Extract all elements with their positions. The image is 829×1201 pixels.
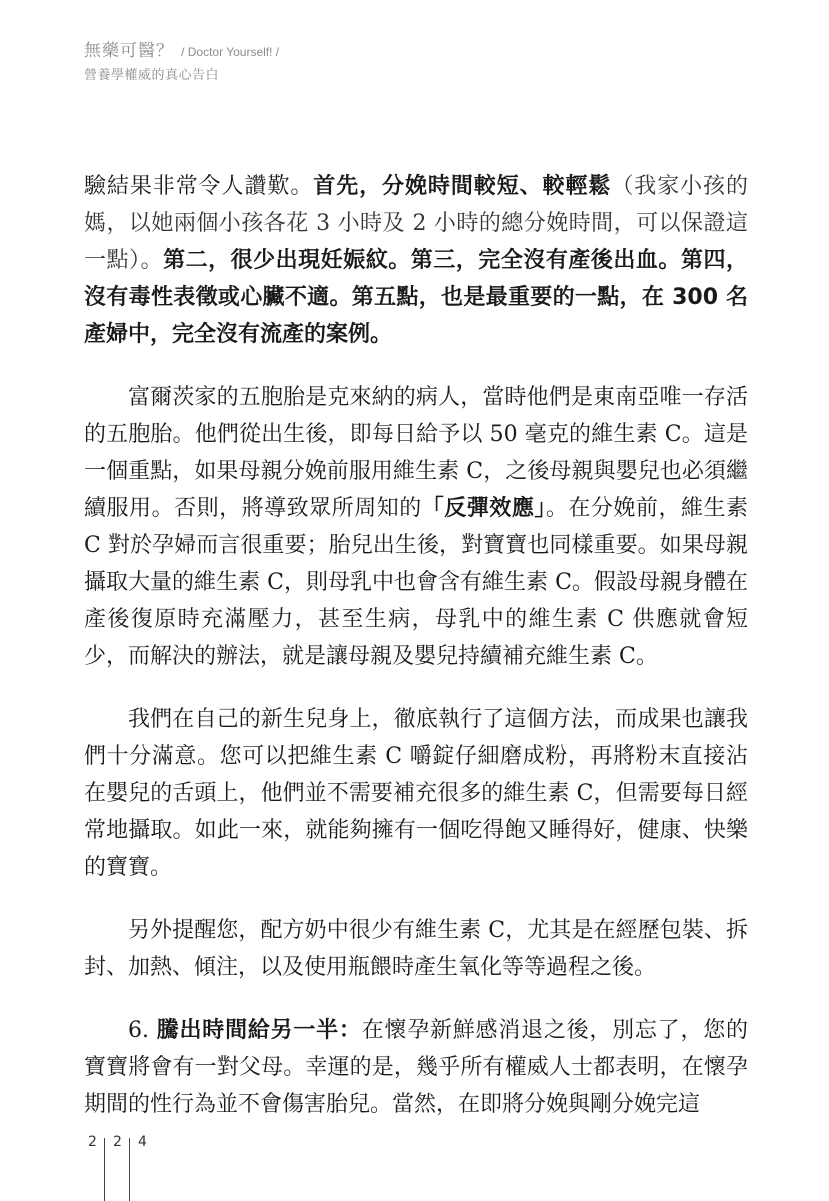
text-run: 驗結果非常令人讚歎。 [84,174,314,199]
footer-divider [104,1138,105,1201]
text-run-bold: 第二，很少出現妊娠紋。第三，完全沒有產後出血。第四，沒有毒性表徵或心臟不適。第五點，也是最重要的一點，在 300 名產婦中，完全沒有流產的案例。 [84,248,748,347]
text-run: 在懷孕新鮮感消退之後，別忘了，您的寶寶將會有一對父母。幸運的是，幾乎所有權威人士都表明，在懷孕期間的性行為並不會傷害胎兒。當然，在即將分娩與剛分娩完這 [84,1018,748,1117]
text-run-bold: 騰出時間給另一半： [156,1018,362,1043]
book-subtitle: 營養學權威的真心告白 [84,68,220,83]
text-run: 。在分娩前，維生素 C 對於孕婦而言很重要；胎兒出生後，對寶寶也同樣重要。如果母親攝取大量的維生素 C，則母乳中也會含有維生素 C。假設母親身體在產後復原時充滿壓力，甚至生病，母乳中的維生素 C 供應就會短少，而解決的辦法，就是讓母親及嬰兒持續補充維生素 C。 [84,496,748,669]
paragraph-3 [84,701,748,886]
text-run: 我們在自己的新生兒身上，徹底執行了這個方法，而成果也讓我們十分滿意。您可以把維生素 C 嚼錠仔細磨成粉，再將粉末直接沾在嬰兒的舌頭上，他們並不需要補充很多的維生素 C，但需要每日經常地攝取。如此一來，就能夠擁有一個吃得飽又睡得好，健康、快樂的寶寶。 [84,707,748,880]
paragraph-5 [84,1012,748,1123]
text-run-bold: 首先，分娩時間較短、較輕鬆 [313,174,612,199]
body-text [84,168,748,1149]
text-run-aside: （我家小孩的媽，以她兩個小孩各花 3 小時及 2 小時的總分娩時間，可以保證這一點）。 [84,174,748,273]
running-header [84,36,279,83]
book-title-line [84,36,279,61]
text-run: 另外提醒您，配方奶中很少有維生素 C，尤其是在經歷包裝、拆封、加熱、傾注，以及使用瓶餵時產生氧化等等過程之後。 [84,918,748,980]
page-number-digit: 4 [138,1134,147,1150]
paragraph-2 [84,379,748,675]
page-number-digit: 2 [113,1134,122,1150]
paragraph-1 [84,168,748,353]
list-number: 6. [128,1018,157,1043]
text-run-bold: 「反彈效應」 [421,496,546,521]
book-title-english: / Doctor Yourself! / [181,45,280,59]
paragraph-4 [84,912,748,986]
page-number-digit: 2 [88,1134,97,1150]
book-title: 無藥可醫？ [84,41,174,61]
text-run: 富爾茨家的五胞胎是克來納的病人，當時他們是東南亞唯一存活的五胞胎。他們從出生後，即每日給予以 50 毫克的維生素 C。這是一個重點，如果母親分娩前服用維生素 C，之後母親與嬰兒也必須繼續服用。否則，將導致眾所周知的 [84,385,748,521]
footer-divider [129,1138,130,1201]
